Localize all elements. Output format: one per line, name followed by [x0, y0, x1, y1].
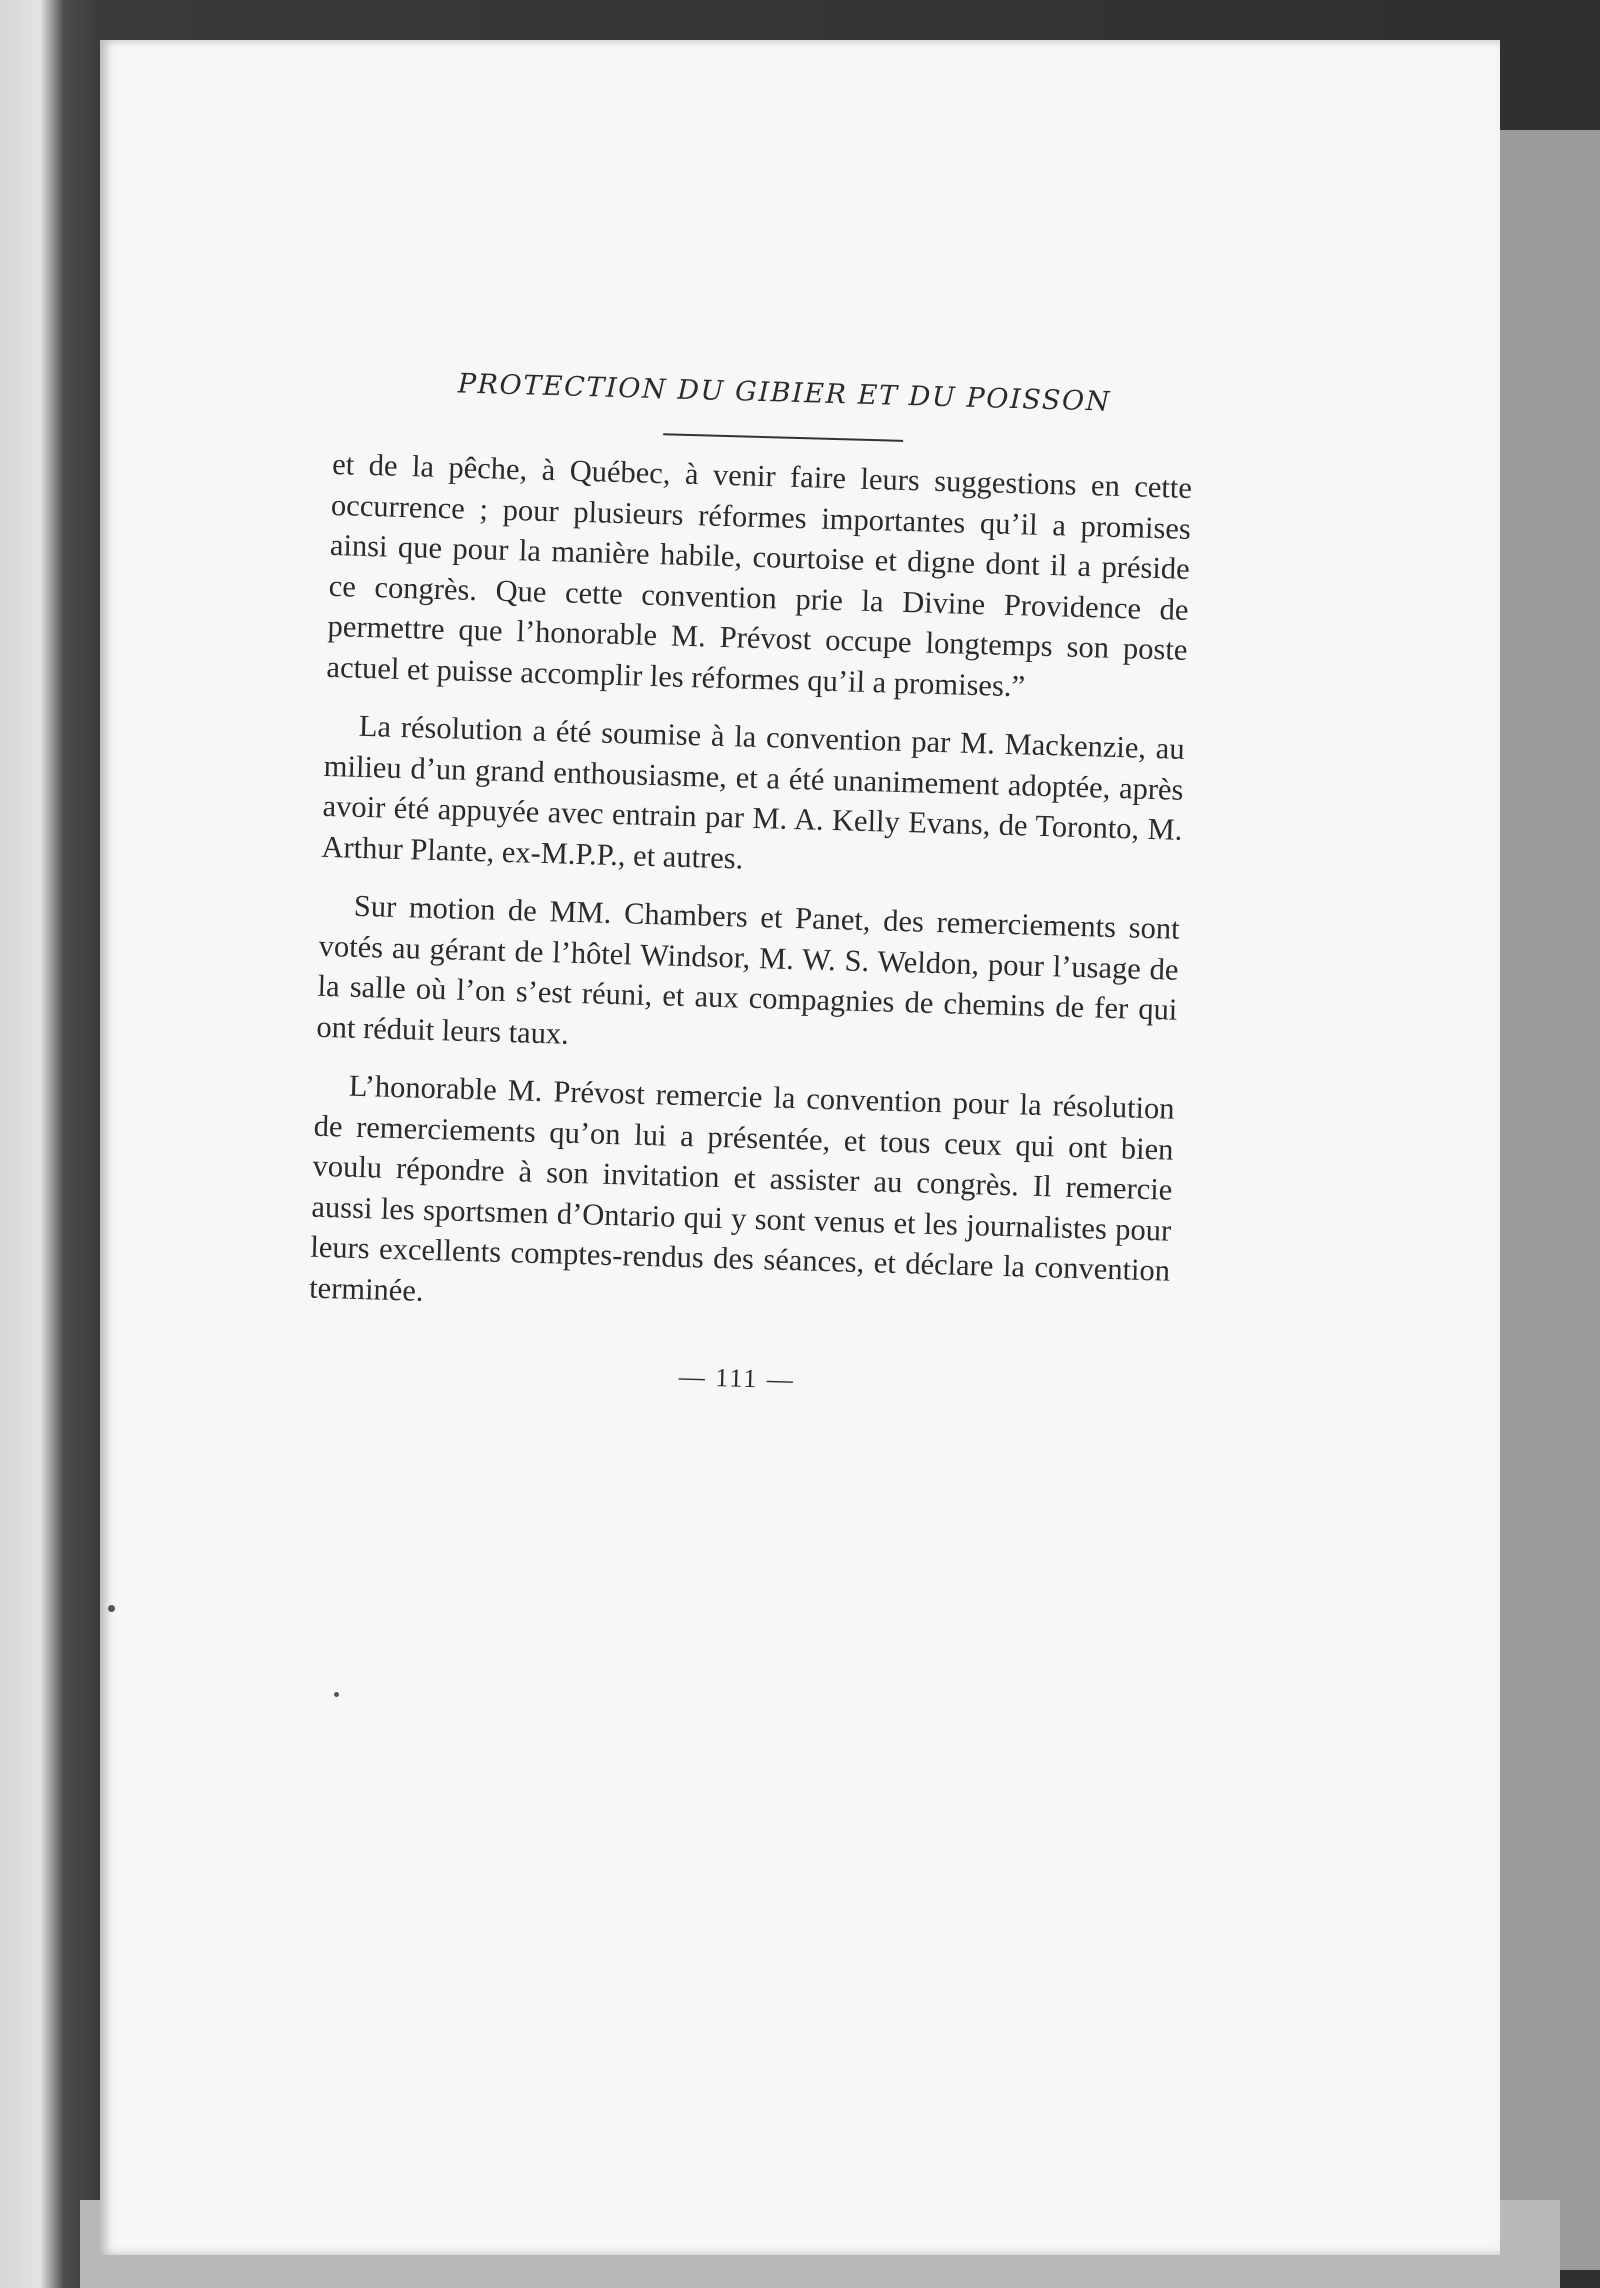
- paragraph-continued: et de la pêche, à Québec, à venir faire leurs suggestions en cette occurrence ; pour plusieurs réformes importantes qu’il a promises ainsi que pour la manière habile, courtoise et digne dont il a préside ce congrès. Que cette convention prie la Divine Providence de permettre que l’honorable M. Prévost occupe longtemps son poste actuel et puisse accomplir les réformes qu’il a promises.”: [326, 446, 1193, 703]
- running-head: PROTECTION DU GIBIER ET DU POISSON: [457, 368, 1112, 418]
- scan-speck: [334, 1692, 339, 1697]
- paragraph-resolution-adopted: La résolution a été soumise à la convention par M. Mackenzie, au milieu d’un grand enthousiasme, et a été unanimement adoptée, après avoir été appuyée avec entrain par M. A. Kelly Evans, de Toronto, M. Arthur Plante, ex-M.P.P., et autres.: [321, 708, 1186, 876]
- underlying-page-edge-right: [1490, 130, 1600, 2270]
- paragraph-closing-remarks: L’honorable M. Prévost remercie la convention pour la résolution de remerciements qu’on lui a présentée, et tous ceux qui ont bien voulu répondre à son invitation et assister au congrès. Il remercie aussi les sportsmen d’Ontario qui y sont venus et les journalistes pour leurs excellents comptes-rendus des séances, et déclare la convention terminée.: [308, 1068, 1176, 1308]
- paragraph-thanks-motion: Sur motion de MM. Chambers et Panet, des remerciements sont votés au gérant de l’hôtel Windsor, M. W. S. Weldon, pour l’usage de la salle où l’on s’est réuni, et aux compagnies de chemins de fer qui ont réduit leurs taux.: [316, 888, 1181, 1051]
- page-number: — 111 —: [678, 1362, 796, 1395]
- book-page: [100, 40, 1500, 2255]
- page-text-block: [307, 365, 1195, 1406]
- running-head-rule: [663, 433, 903, 442]
- scan-speck: [108, 1605, 115, 1612]
